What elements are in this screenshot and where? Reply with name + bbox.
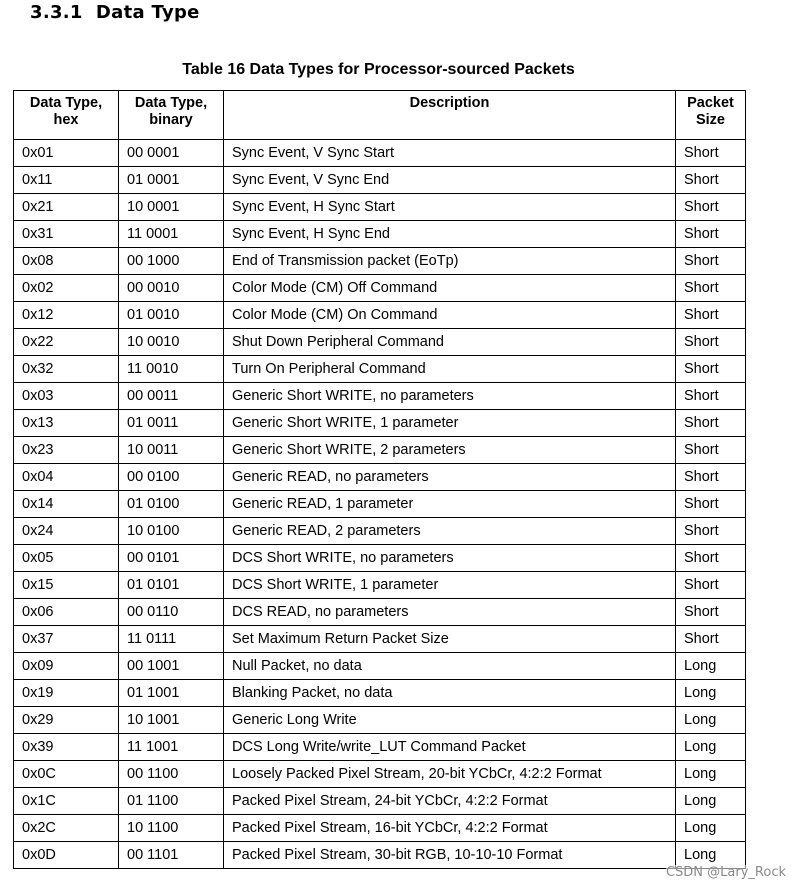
cell-description: DCS Short WRITE, 1 parameter bbox=[224, 572, 676, 599]
cell-description: Sync Event, V Sync Start bbox=[224, 140, 676, 167]
header-hex: Data Type, hex bbox=[14, 91, 119, 140]
cell-hex: 0x2C bbox=[14, 815, 119, 842]
cell-description: Generic Long Write bbox=[224, 707, 676, 734]
cell-packet-size: Short bbox=[676, 302, 746, 329]
cell-packet-size: Long bbox=[676, 815, 746, 842]
cell-packet-size: Short bbox=[676, 356, 746, 383]
cell-hex: 0x03 bbox=[14, 383, 119, 410]
cell-binary: 00 0001 bbox=[119, 140, 224, 167]
table-row bbox=[14, 356, 746, 383]
cell-binary: 10 1001 bbox=[119, 707, 224, 734]
cell-hex: 0x31 bbox=[14, 221, 119, 248]
cell-packet-size: Short bbox=[676, 491, 746, 518]
table-body bbox=[14, 140, 746, 869]
cell-binary: 10 0001 bbox=[119, 194, 224, 221]
cell-binary: 01 0011 bbox=[119, 410, 224, 437]
table-row bbox=[14, 275, 746, 302]
cell-binary: 11 0001 bbox=[119, 221, 224, 248]
table-row bbox=[14, 626, 746, 653]
cell-hex: 0x05 bbox=[14, 545, 119, 572]
table-row bbox=[14, 599, 746, 626]
table-row bbox=[14, 788, 746, 815]
table-row bbox=[14, 572, 746, 599]
header-description: Description bbox=[224, 91, 676, 140]
cell-description: Color Mode (CM) Off Command bbox=[224, 275, 676, 302]
cell-hex: 0x06 bbox=[14, 599, 119, 626]
cell-description: Packed Pixel Stream, 30-bit RGB, 10-10-10 Format bbox=[224, 842, 676, 869]
header-packet-size: Packet Size bbox=[676, 91, 746, 140]
cell-packet-size: Short bbox=[676, 437, 746, 464]
cell-description: Generic Short WRITE, 2 parameters bbox=[224, 437, 676, 464]
cell-binary: 11 0111 bbox=[119, 626, 224, 653]
cell-description: Generic READ, 2 parameters bbox=[224, 518, 676, 545]
cell-binary: 10 0011 bbox=[119, 437, 224, 464]
cell-hex: 0x13 bbox=[14, 410, 119, 437]
table-row bbox=[14, 302, 746, 329]
cell-hex: 0x08 bbox=[14, 248, 119, 275]
cell-packet-size: Short bbox=[676, 275, 746, 302]
cell-binary: 11 1001 bbox=[119, 734, 224, 761]
cell-packet-size: Short bbox=[676, 572, 746, 599]
cell-packet-size: Long bbox=[676, 788, 746, 815]
table-row bbox=[14, 734, 746, 761]
table-row bbox=[14, 761, 746, 788]
cell-hex: 0x11 bbox=[14, 167, 119, 194]
table-row bbox=[14, 518, 746, 545]
cell-binary: 00 0010 bbox=[119, 275, 224, 302]
cell-binary: 00 0110 bbox=[119, 599, 224, 626]
cell-hex: 0x1C bbox=[14, 788, 119, 815]
cell-description: Sync Event, H Sync End bbox=[224, 221, 676, 248]
cell-description: DCS Long Write/write_LUT Command Packet bbox=[224, 734, 676, 761]
cell-binary: 01 0010 bbox=[119, 302, 224, 329]
cell-description: Generic READ, 1 parameter bbox=[224, 491, 676, 518]
cell-description: Loosely Packed Pixel Stream, 20-bit YCbCr, 4:2:2 Format bbox=[224, 761, 676, 788]
cell-packet-size: Short bbox=[676, 167, 746, 194]
table-row bbox=[14, 437, 746, 464]
cell-packet-size: Short bbox=[676, 383, 746, 410]
cell-description: Generic Short WRITE, 1 parameter bbox=[224, 410, 676, 437]
cell-packet-size: Short bbox=[676, 464, 746, 491]
cell-packet-size: Short bbox=[676, 140, 746, 167]
cell-packet-size: Short bbox=[676, 221, 746, 248]
section-title: Data Type bbox=[95, 2, 200, 23]
cell-binary: 01 1100 bbox=[119, 788, 224, 815]
cell-binary: 11 0010 bbox=[119, 356, 224, 383]
cell-description: Shut Down Peripheral Command bbox=[224, 329, 676, 356]
cell-packet-size: Short bbox=[676, 329, 746, 356]
cell-packet-size: Long bbox=[676, 707, 746, 734]
table-row bbox=[14, 680, 746, 707]
cell-packet-size: Short bbox=[676, 518, 746, 545]
table-row bbox=[14, 842, 746, 869]
table-row bbox=[14, 248, 746, 275]
cell-packet-size: Short bbox=[676, 626, 746, 653]
cell-description: Sync Event, V Sync End bbox=[224, 167, 676, 194]
table-caption: Table 16 Data Types for Processor-sourced Packets bbox=[182, 61, 575, 78]
cell-hex: 0x39 bbox=[14, 734, 119, 761]
cell-hex: 0x21 bbox=[14, 194, 119, 221]
cell-hex: 0x24 bbox=[14, 518, 119, 545]
cell-description: Generic READ, no parameters bbox=[224, 464, 676, 491]
section-number: 3.3.1 bbox=[30, 2, 83, 23]
table-row bbox=[14, 140, 746, 167]
cell-packet-size: Long bbox=[676, 842, 746, 869]
table-row bbox=[14, 653, 746, 680]
table-row bbox=[14, 221, 746, 248]
header-binary: Data Type, binary bbox=[119, 91, 224, 140]
cell-binary: 10 0010 bbox=[119, 329, 224, 356]
cell-description: DCS Short WRITE, no parameters bbox=[224, 545, 676, 572]
cell-description: End of Transmission packet (EoTp) bbox=[224, 248, 676, 275]
table-row bbox=[14, 167, 746, 194]
cell-hex: 0x32 bbox=[14, 356, 119, 383]
cell-packet-size: Long bbox=[676, 734, 746, 761]
cell-hex: 0x09 bbox=[14, 653, 119, 680]
table-header-row bbox=[14, 91, 746, 140]
section-heading bbox=[30, 2, 200, 23]
cell-description: Generic Short WRITE, no parameters bbox=[224, 383, 676, 410]
cell-hex: 0x0C bbox=[14, 761, 119, 788]
cell-description: Null Packet, no data bbox=[224, 653, 676, 680]
cell-binary: 00 1000 bbox=[119, 248, 224, 275]
table-row bbox=[14, 815, 746, 842]
cell-hex: 0x0D bbox=[14, 842, 119, 869]
cell-description: Turn On Peripheral Command bbox=[224, 356, 676, 383]
table-row bbox=[14, 194, 746, 221]
cell-binary: 01 1001 bbox=[119, 680, 224, 707]
cell-packet-size: Long bbox=[676, 761, 746, 788]
cell-binary: 01 0101 bbox=[119, 572, 224, 599]
cell-binary: 01 0001 bbox=[119, 167, 224, 194]
table-row bbox=[14, 491, 746, 518]
table-row bbox=[14, 410, 746, 437]
cell-hex: 0x15 bbox=[14, 572, 119, 599]
cell-packet-size: Short bbox=[676, 194, 746, 221]
cell-hex: 0x22 bbox=[14, 329, 119, 356]
cell-packet-size: Short bbox=[676, 410, 746, 437]
cell-hex: 0x12 bbox=[14, 302, 119, 329]
table-row bbox=[14, 383, 746, 410]
data-types-table bbox=[13, 90, 746, 869]
cell-hex: 0x19 bbox=[14, 680, 119, 707]
cell-hex: 0x37 bbox=[14, 626, 119, 653]
cell-description: Set Maximum Return Packet Size bbox=[224, 626, 676, 653]
cell-packet-size: Short bbox=[676, 599, 746, 626]
cell-binary: 00 1101 bbox=[119, 842, 224, 869]
table-row bbox=[14, 545, 746, 572]
cell-binary: 00 0101 bbox=[119, 545, 224, 572]
cell-binary: 00 0100 bbox=[119, 464, 224, 491]
cell-hex: 0x14 bbox=[14, 491, 119, 518]
table-row bbox=[14, 464, 746, 491]
cell-description: Packed Pixel Stream, 16-bit YCbCr, 4:2:2 Format bbox=[224, 815, 676, 842]
table-row bbox=[14, 329, 746, 356]
cell-hex: 0x29 bbox=[14, 707, 119, 734]
cell-description: Blanking Packet, no data bbox=[224, 680, 676, 707]
cell-hex: 0x02 bbox=[14, 275, 119, 302]
cell-binary: 01 0100 bbox=[119, 491, 224, 518]
cell-packet-size: Short bbox=[676, 248, 746, 275]
table-row bbox=[14, 707, 746, 734]
cell-binary: 10 1100 bbox=[119, 815, 224, 842]
cell-packet-size: Long bbox=[676, 653, 746, 680]
cell-binary: 00 0011 bbox=[119, 383, 224, 410]
cell-description: DCS READ, no parameters bbox=[224, 599, 676, 626]
cell-hex: 0x23 bbox=[14, 437, 119, 464]
cell-packet-size: Short bbox=[676, 545, 746, 572]
cell-packet-size: Long bbox=[676, 680, 746, 707]
cell-hex: 0x01 bbox=[14, 140, 119, 167]
cell-binary: 00 1100 bbox=[119, 761, 224, 788]
cell-description: Sync Event, H Sync Start bbox=[224, 194, 676, 221]
cell-binary: 10 0100 bbox=[119, 518, 224, 545]
cell-description: Color Mode (CM) On Command bbox=[224, 302, 676, 329]
cell-description: Packed Pixel Stream, 24-bit YCbCr, 4:2:2 Format bbox=[224, 788, 676, 815]
cell-binary: 00 1001 bbox=[119, 653, 224, 680]
watermark: CSDN @Lary_Rock bbox=[665, 865, 786, 880]
cell-hex: 0x04 bbox=[14, 464, 119, 491]
